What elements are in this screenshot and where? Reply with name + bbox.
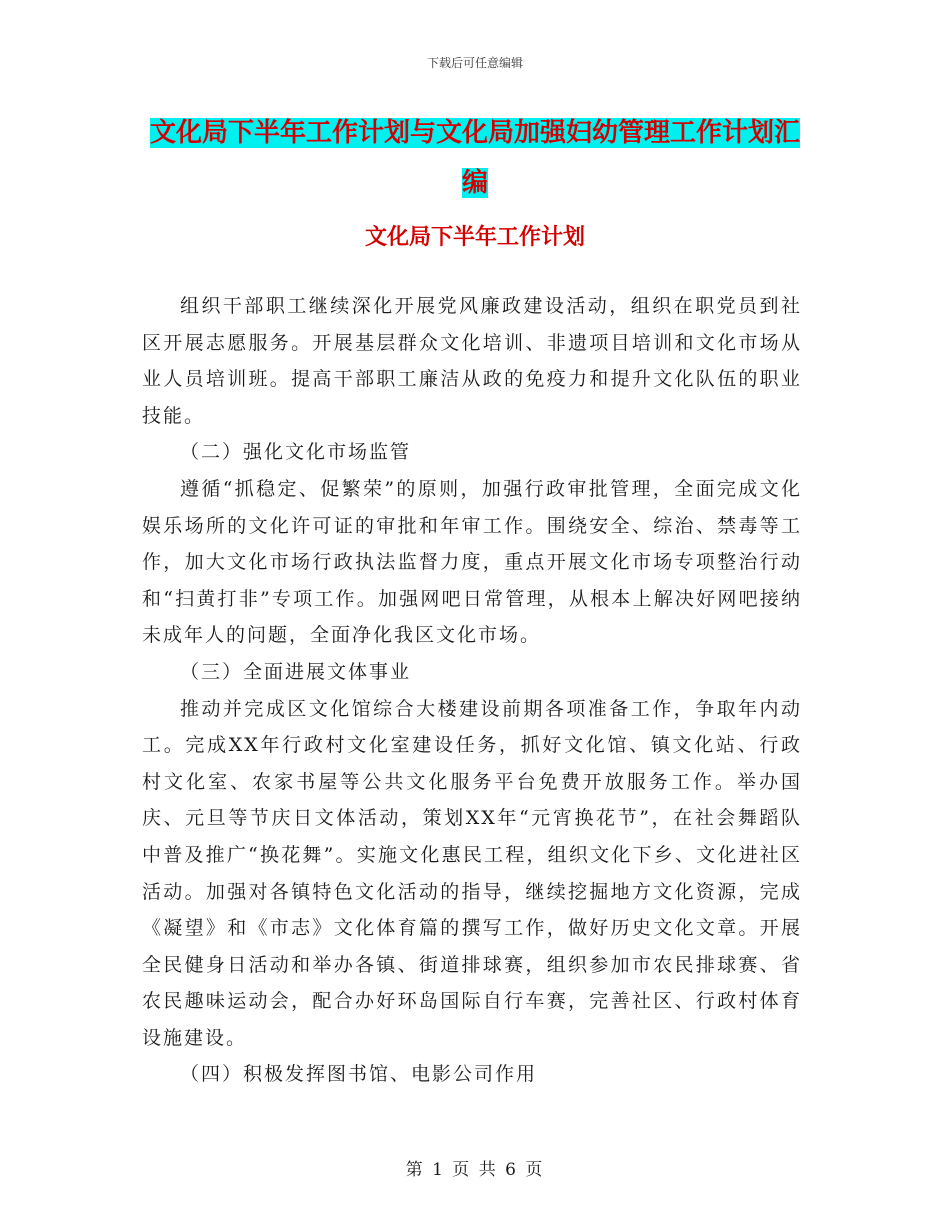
body-paragraph: 遵循“抓稳定、促繁荣”的原则，加强行政审批管理，全面完成文化娱乐场所的文化许可证的审批和年审工作。围绕安全、综治、禁毒等工作，加大文化市场行政执法监督力度，重点开展文化市场专项整治行动和“扫黄打非”专项工作。加强网吧日常管理，从根本上解决好网吧接纳未成年人的问题，全面净化我区文化市场。	[142, 477, 802, 647]
subheading-4: （四）积极发挥图书馆、电影公司作用	[180, 1063, 538, 1086]
page-number: 第 1 页 共 6 页	[405, 1160, 545, 1180]
subheading-2: （二）强化文化市场监管	[180, 441, 412, 464]
subheading-3: （三）全面进展文体事业	[180, 660, 412, 683]
section-title: 文化局下半年工作计划	[364, 224, 585, 250]
document-title-text: 文化局下半年工作计划与文化局加强妇幼管理工作计划汇编	[149, 118, 800, 198]
body-paragraph: 推动并完成区文化馆综合大楼建设前期各项准备工作，争取年内动工。完成XX年行政村文化室建设任务，抓好文化馆、镇文化站、行政村文化室、农家书屋等公共文化服务平台免费开放服务工作。举办国庆、元旦等节庆日文体活动，策划XX年“元宵换花节”，在社会舞蹈队中普及推广“换花舞”。实施文化惠民工程，组织文化下乡、文化进社区活动。加强对各镇特色文化活动的指导，继续挖掘地方文化资源，完成《凝望》和《市志》文化体育篇的撰写工作，做好历史文化文章。开展全民健身日活动和举办各镇、街道排球赛，组织参加市农民排球赛、省农民趣味运动会，配合办好环岛国际自行车赛，完善社区、行政村体育设施建设。	[142, 697, 802, 1049]
body-paragraph: 组织干部职工继续深化开展党风廉政建设活动，组织在职党员到社区开展志愿服务。开展基层群众文化培训、非遗项目培训和文化市场从业人员培训班。提高干部职工廉洁从政的免疫力和提升文化队伍的职业技能。	[142, 295, 802, 427]
document-title	[145, 108, 805, 208]
document-body	[142, 288, 802, 1093]
header-note: 下载后可任意编辑	[426, 56, 523, 70]
